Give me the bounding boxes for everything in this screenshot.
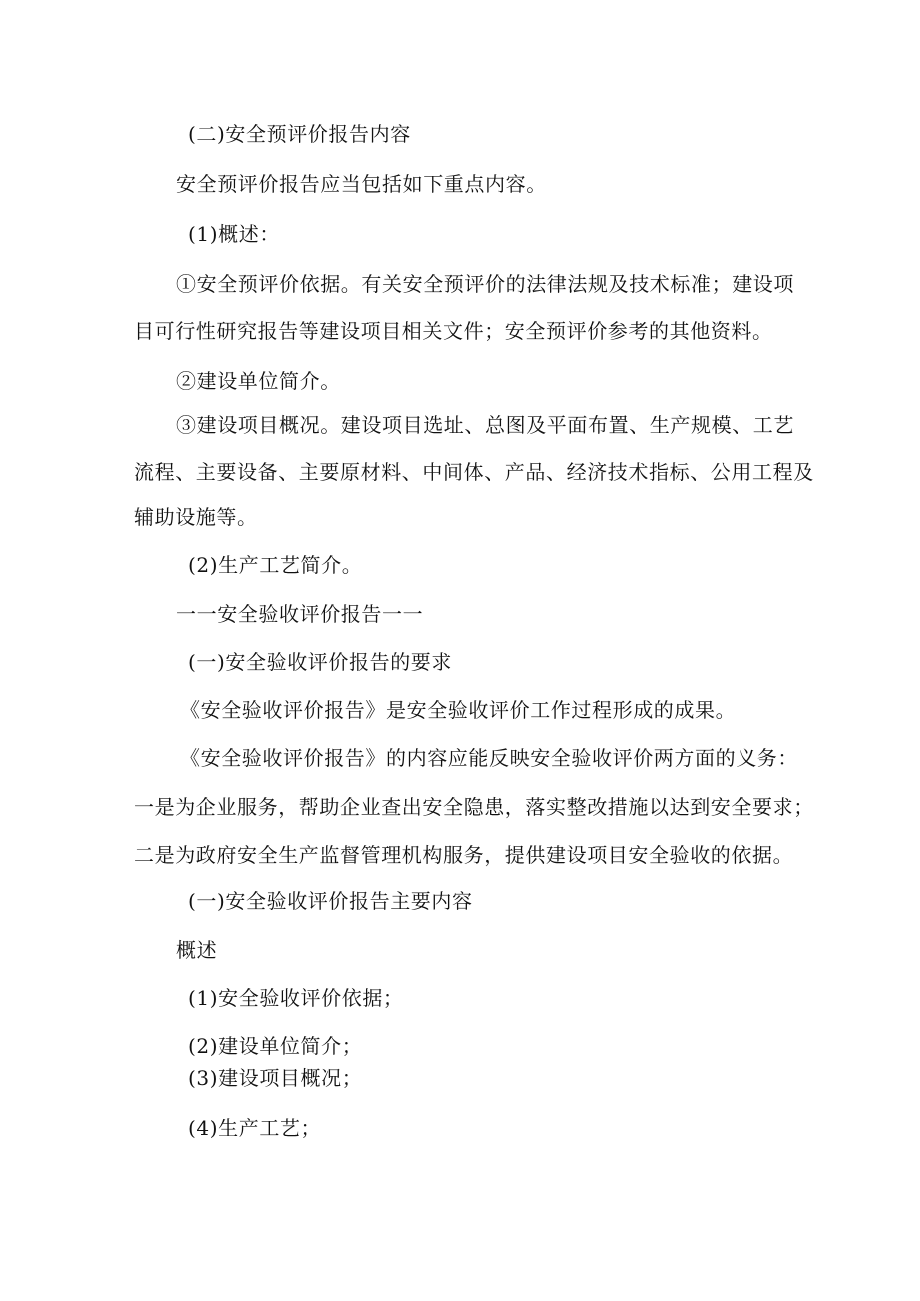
section-divider-heading: 一一安全验收评价报告一一 [176, 602, 424, 626]
section-heading-main-content: (一)安全验收评价报告主要内容 [188, 889, 473, 913]
paragraph-line: 流程、主要设备、主要原材料、中间体、产品、经济技术指标、公用工程及 [134, 460, 814, 484]
section-heading-requirements: (一)安全验收评价报告的要求 [188, 650, 453, 674]
list-item: (3)建设项目概况； [188, 1066, 363, 1090]
list-item: (2)建设单位简介； [188, 1034, 363, 1058]
paragraph: 安全预评价报告应当包括如下重点内容。 [176, 172, 547, 196]
paragraph-line: 目可行性研究报告等建设项目相关文件；安全预评价参考的其他资料。 [134, 319, 773, 343]
paragraph-line: 辅助设施等。 [134, 505, 258, 529]
list-item: (2)生产工艺简介。 [188, 553, 363, 577]
subheading-overview: 概述 [176, 938, 218, 962]
paragraph: ②建设单位简介。 [176, 369, 341, 393]
paragraph-line: ③建设项目概况。建设项目选址、总图及平面布置、生产规模、工艺 [176, 413, 794, 437]
list-item: (1)安全验收评价依据； [188, 986, 404, 1010]
paragraph-line: 二是为政府安全生产监督管理机构服务，提供建设项目安全验收的依据。 [134, 843, 794, 867]
list-item: (4)生产工艺； [188, 1116, 322, 1140]
paragraph-line: 一是为企业服务，帮助企业查出安全隐患，落实整改措施以达到安全要求； [134, 795, 814, 819]
paragraph: 《安全验收评价报告》是安全验收评价工作过程形成的成果。 [180, 698, 737, 722]
list-item: (1)概述： [188, 222, 280, 246]
paragraph-line: ①安全预评价依据。有关安全预评价的法律法规及技术标准；建设项 [176, 272, 794, 296]
section-heading-pre-eval-content: (二)安全预评价报告内容 [188, 122, 411, 146]
paragraph-line: 《安全验收评价报告》的内容应能反映安全验收评价两方面的义务： [180, 746, 798, 770]
